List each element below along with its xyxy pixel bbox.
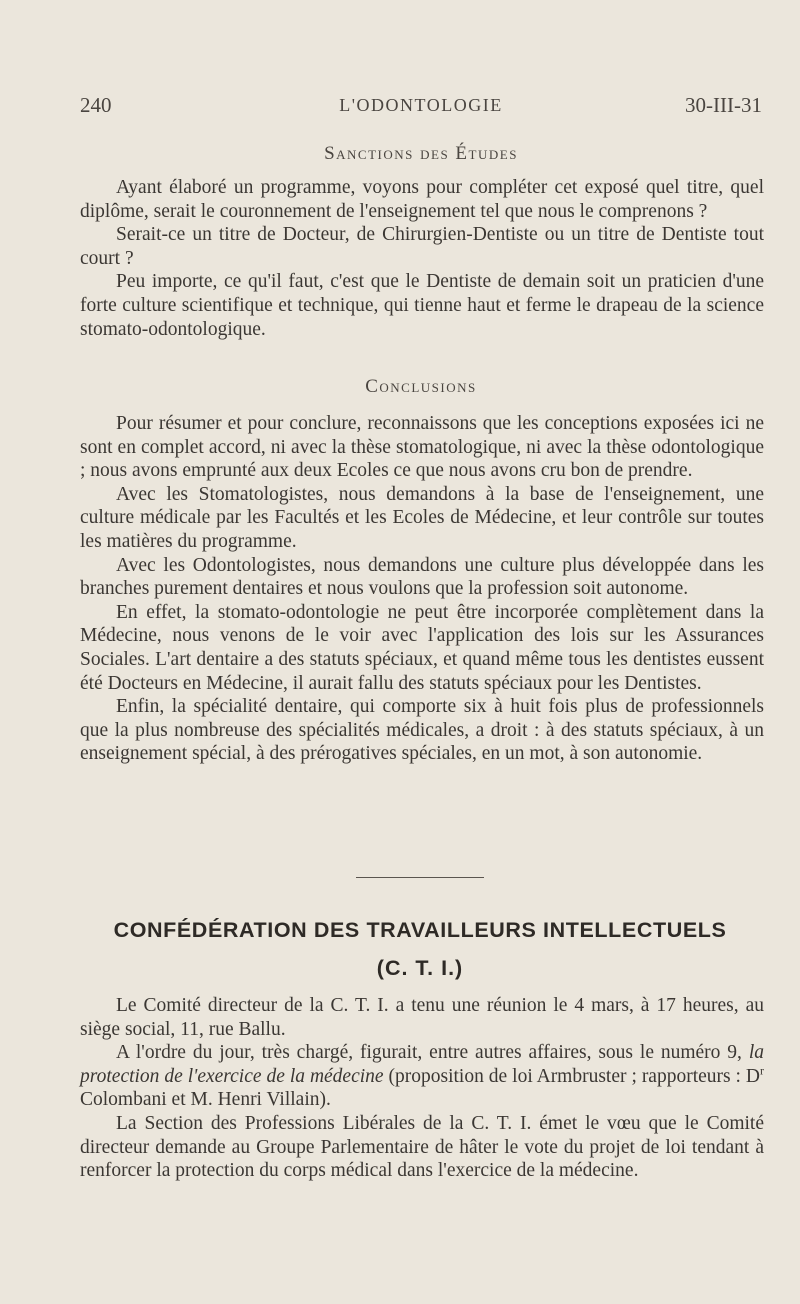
paragraph: Enfin, la spécialité dentaire, qui comporte six à huit fois plus de professionnels que la plus nombreuse des spécialités médicales, a droit : à des statuts spéciaux, à un enseignement spécial, à des prérogatives spéciales, en un mot, à son autonomie. <box>80 696 764 765</box>
running-header <box>80 93 762 121</box>
paragraph: Peu importe, ce qu'il faut, c'est que le Dentiste de demain soit un praticien d'une forte culture scientifique et technique, qui tienne haut et ferme le drapeau de la science stomato-odontologique. <box>80 271 764 340</box>
section-body-conclusions <box>80 412 764 766</box>
paragraph: Pour résumer et pour conclure, reconnaissons que les conceptions exposées ici ne sont en complet accord, ni avec la thèse stomatologique, ni avec la thèse odontologique ; nous avons emprunté aux deux Ecoles ce que nous avons cru bon de prendre. <box>80 413 764 482</box>
superscript: r <box>760 1063 765 1078</box>
page-number: 240 <box>80 93 112 117</box>
journal-title: L'ODONTOLOGIE <box>339 95 503 115</box>
text-run: (proposition de loi Armbruster ; rapporteurs : D <box>383 1065 761 1087</box>
section-body-sanctions <box>80 176 764 341</box>
issue-date: 30-III-31 <box>685 93 762 117</box>
article-subheading: (C. T. I.) <box>376 956 464 980</box>
section-divider <box>356 877 484 878</box>
article-heading: CONFÉDÉRATION DES TRAVAILLEURS INTELLECTUELS <box>113 918 727 942</box>
section-title-sanctions: Sanctions des Études <box>324 143 518 164</box>
paragraph: En effet, la stomato-odontologie ne peut être incorporée complètement dans la Médecine, nous venons de le voir avec l'application des lois sur les Assurances Sociales. L'art dentaire a des statuts spéciaux, et quand même tous les dentistes eussent été Docteurs en Médecine, il aurait fallu des statuts spéciaux pour les Dentistes. <box>80 601 764 694</box>
text-run: A l'ordre du jour, très chargé, figurait, entre autres affaires, sous le numéro 9, <box>116 1042 749 1064</box>
paragraph: Avec les Odontologistes, nous demandons une culture plus développée dans les branches purement dentaires et nous voulons que la profession soit autonome. <box>80 554 764 600</box>
paragraph <box>80 1041 764 1112</box>
paragraph: Le Comité directeur de la C. T. I. a tenu une réunion le 4 mars, à 17 heures, au siège social, 11, rue Ballu. <box>80 995 764 1040</box>
paragraph: Serait-ce un titre de Docteur, de Chirurgien-Dentiste ou un titre de Dentiste tout court ? <box>80 224 764 269</box>
italic-title: la protection de l'exercice de la médecine <box>80 1042 764 1087</box>
section-title-conclusions: Conclusions <box>365 376 477 397</box>
paragraph: La Section des Professions Libérales de la C. T. I. émet le vœu que le Comité directeur demande au Groupe Parlementaire de hâter le vote du projet de loi tendant à renforcer la protection du corps médical dans l'exercice de la médecine. <box>80 1112 764 1182</box>
article-body <box>80 994 764 1183</box>
text-run: Colombani et M. Henri Villain). <box>80 1089 331 1111</box>
paragraph: Avec les Stomatologistes, nous demandons à la base de l'enseignement, une culture médicale par les Facultés et les Ecoles de Médecine, et leur contrôle sur toutes les matières du programme. <box>80 483 764 552</box>
paragraph: Ayant élaboré un programme, voyons pour compléter cet exposé quel titre, quel diplôme, serait le couronnement de l'enseignement tel que nous le comprenons ? <box>80 177 764 222</box>
